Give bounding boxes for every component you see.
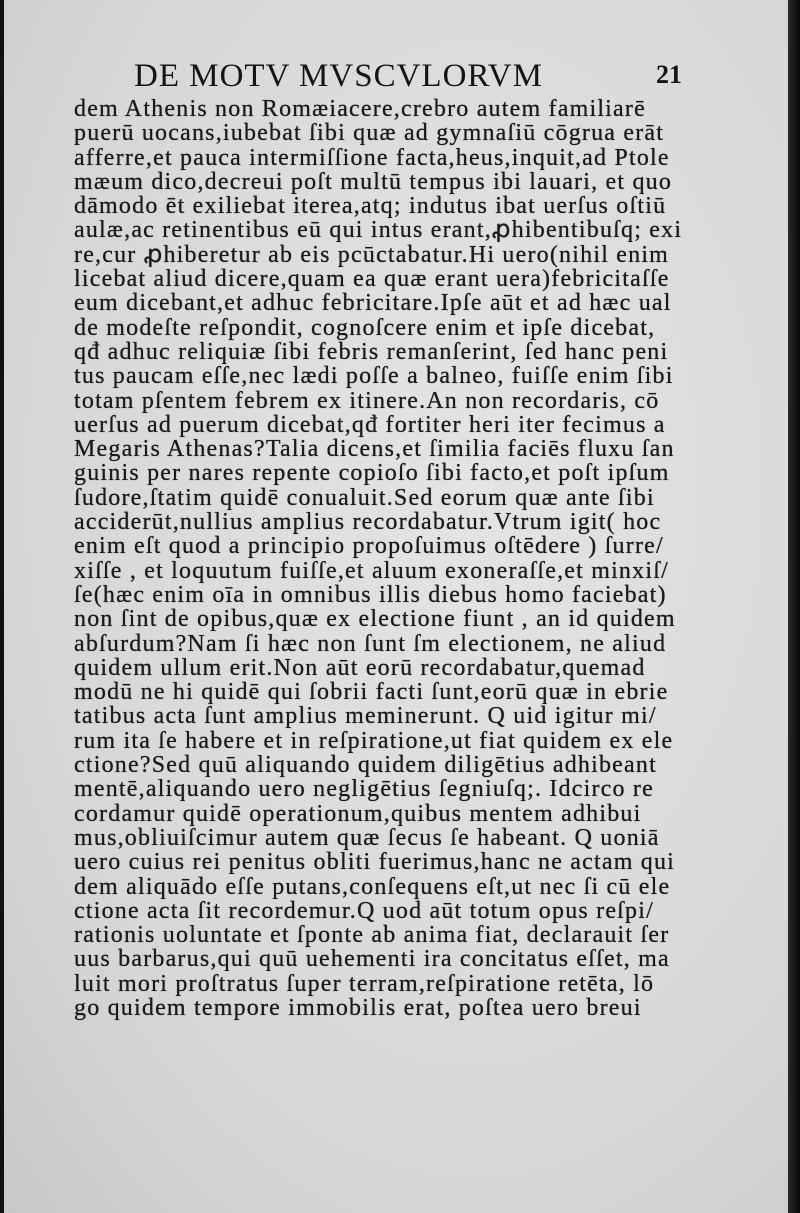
text-line: mus,obliuiſcimur autem quæ ſecus ſe habeant. Q uoniā xyxy=(74,824,660,851)
text-line: ſudore,ſtatim quidē conualuit.Sed eorum quæ ante ſibi xyxy=(74,484,655,511)
text-line: afferre,et pauca intermiſſione facta,heus,inquit,ad Ptole xyxy=(74,144,670,171)
text-line: mæum dico,decreui poſt multū tempus ibi lauari, et quo xyxy=(74,168,673,195)
text-line: ſe(hæc enim oīa in omnibus illis diebus homo faciebat) xyxy=(74,581,667,608)
text-line: uerſus ad puerum dicebat,qđ fortiter heri iter fecimus a xyxy=(74,411,666,438)
text-line: dem aliquādo eſſe putans,conſequens eſt,ut nec ſi cū ele xyxy=(74,873,671,900)
text-line: enim eſt quod a principio propoſuimus oſtēdere ) ſurre/ xyxy=(74,533,664,560)
text-line: non ſint de opibus,quæ ex electione fiunt , an id quidem xyxy=(74,606,676,633)
text-line: mentē,aliquando uero negligētius ſegniuſq;. Idcirco re xyxy=(74,776,654,803)
text-line: ctione acta ſit recordemur.Q uod aūt totum opus reſpi/ xyxy=(74,897,654,924)
page-edge-shadow xyxy=(788,0,800,1213)
text-line: dem Athenis non Romæiacere,crebro autem familiarē xyxy=(74,96,646,122)
text-line: tus paucam eſſe,nec lædi poſſe a balneo, fuiſſe enim ſibi xyxy=(74,363,674,390)
text-line: quidem ullum erit.Non aūt eorū recordabatur,quemad xyxy=(74,654,646,681)
text-line: qđ adhuc reliquiæ ſibi febris remanſerint, ſed hanc peni xyxy=(74,338,669,365)
text-line: ctione?Sed quū aliquando quidem diligētius adhibeant xyxy=(74,752,657,779)
text-line: aulæ,ac retinentibus eū qui intus erant,ꝓhibentibuſq; exi xyxy=(74,217,683,244)
text-line: guinis per nares repente copioſo ſibi facto,et poſt ipſum xyxy=(74,460,670,487)
text-line: Megaris Athenas?Talia dicens,et ſimilia faciēs fluxu ſan xyxy=(74,436,675,463)
text-line: totam pſentem febrem ex itinere.An non recordaris, cō xyxy=(74,387,660,414)
text-line: rum ita ſe habere et in reſpiratione,ut fiat quidem ex ele xyxy=(74,727,674,754)
text-line: eum dicebant,et adhuc febricitare.Ipſe aūt et ad hæc ual xyxy=(74,290,672,317)
text-line: abſurdum?Nam ſi hæc non ſunt ſm electionem, ne aliud xyxy=(74,630,667,657)
text-line: luit mori proſtratus ſuper terram,reſpiratione retēta, lō xyxy=(74,970,655,997)
text-line: go quidem tempore immobilis erat, poſtea uero breui xyxy=(74,994,642,1021)
text-line: rationis uoluntate et ſponte ab anima fiat, declarauit ſer xyxy=(74,922,670,949)
text-line: xiſſe , et loquutum fuiſſe,et aluum exoneraſſe,et minxiſ/ xyxy=(74,557,669,584)
text-line: uus barbarus,qui quū uehementi ira concitatus eſſet, ma xyxy=(74,946,670,973)
page-header xyxy=(4,58,789,94)
text-line: de modeſte reſpondit, cognoſcere enim et ipſe dicebat, xyxy=(74,314,656,341)
text-line: puerū uocans,iubebat ſibi quæ ad gymnaſiū cōgrua erāt xyxy=(74,120,665,147)
text-line: re,cur ꝓhiberetur ab eis pcūctabatur.Hi uero(nihil enim xyxy=(74,241,670,268)
page-number: 21 xyxy=(656,60,682,89)
book-page xyxy=(4,0,789,1213)
text-line: dāmodo ēt exiliebat iterea,atq; indutus ibat uerſus oſtiū xyxy=(74,193,667,220)
text-line: modū ne hi quidē qui ſobrii facti ſunt,eorū quæ in ebrie xyxy=(74,679,669,706)
text-line: licebat aliud dicere,quam ea quæ erant uera)febricitaſſe xyxy=(74,266,670,293)
running-title: DE MOTV MVSCVLORVM xyxy=(134,58,543,94)
text-line: acciderūt,nullius amplius recordabatur.Vtrum igit( hoc xyxy=(74,509,662,536)
text-line: cordamur quidē operationum,quibus mentem adhibui xyxy=(74,800,642,827)
text-block xyxy=(74,97,694,1020)
text-line: tatibus acta ſunt amplius meminerunt. Q uid igitur mi/ xyxy=(74,703,657,730)
text-line: uero cuius rei penitus obliti fuerimus,hanc ne actam qui xyxy=(74,849,676,876)
